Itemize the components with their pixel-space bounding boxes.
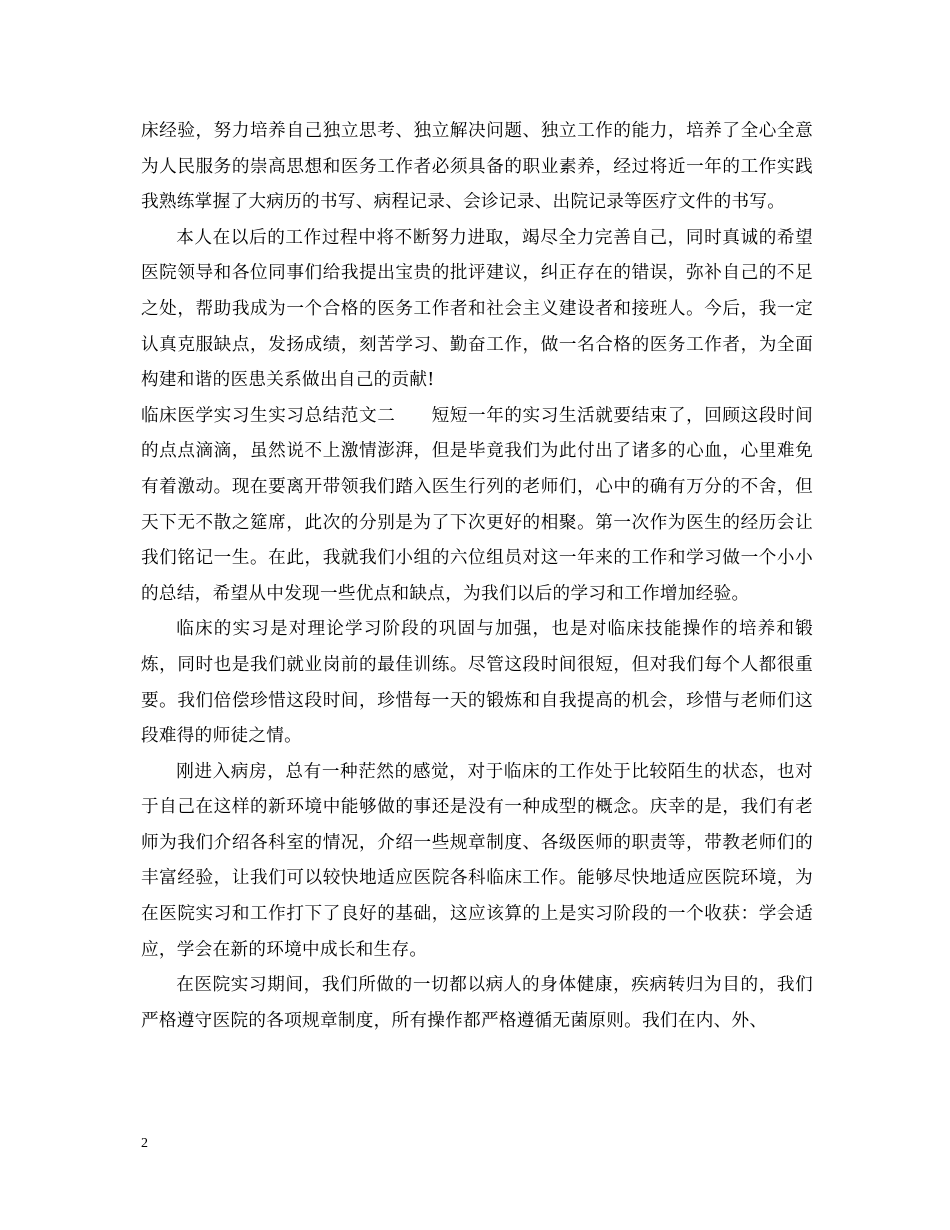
paragraph: 本人在以后的工作过程中将不断努力进取，竭尽全力完善自己，同时真诚的希望医院领导和各位同事们给我提出宝贵的批评建议，纠正存在的错误，弥补自己的不足之处，帮助我成为一个合格的医务工作者和社会主义建设者和接班人。今后，我一定认真克服缺点，发扬成绩，刻苦学习、勤奋工作，做一名合格的医务工作者，为全面构建和谐的医患关系做出自己的贡献! [141, 227, 813, 391]
page-number: 2 [141, 1136, 148, 1151]
paragraph-continued: 床经验，努力培养自己独立思考、独立解决问题、独立工作的能力，培养了全心全意为人民服务的崇高思想和医务工作者必须具备的职业素养，经过将近一年的工作实践我熟练掌握了大病历的书写、病程记录、会诊记录、出院记录等医疗文件的书写。 [141, 121, 813, 213]
document-body [141, 114, 813, 1039]
section-first-paragraph: 短短一年的实习生活就要结束了，回顾这段时间的点点滴滴，虽然说不上激情澎湃，但是毕竟我们为此付出了诸多的心血，心里难免有着激动。现在要离开带领我们踏入医生行列的老师们，心中的确有万分的不舍，但天下无不散之筵席，此次的分别是为了下次更好的相聚。第一次作为医生的经历会让我们铭记一生。在此，我就我们小组的六位组员对这一年来的工作和学习做一个小小的总结，希望从中发现一些优点和缺点，为我们以后的学习和工作增加经验。 [141, 405, 813, 604]
section-paragraph [141, 399, 813, 613]
section-heading: 临床医学实习生实习总结范文二 [141, 405, 396, 426]
paragraph: 临床的实习是对理论学习阶段的巩固与加强，也是对临床技能操作的培养和锻炼，同时也是我们就业岗前的最佳训练。尽管这段时间很短，但对我们每个人都很重要。我们倍偿珍惜这段时间，珍惜每一天的锻炼和自我提高的机会，珍惜与老师们这段难得的师徒之情。 [141, 619, 813, 747]
paragraph: 刚进入病房，总有一种茫然的感觉，对于临床的工作处于比较陌生的状态，也对于自己在这样的新环境中能够做的事还是没有一种成型的概念。庆幸的是，我们有老师为我们介绍各科室的情况，介绍一些规章制度、各级医师的职责等，带教老师们的丰富经验，让我们可以较快地适应医院各科临床工作。能够尽快地适应医院环境，为在医院实习和工作打下了良好的基础，这应该算的上是实习阶段的一个收获：学会适应，学会在新的环境中成长和生存。 [141, 761, 813, 960]
paragraph: 在医院实习期间，我们所做的一切都以病人的身体健康，疾病转归为目的，我们严格遵守医院的各项规章制度，所有操作都严格遵循无菌原则。我们在内、外、 [141, 975, 813, 1031]
